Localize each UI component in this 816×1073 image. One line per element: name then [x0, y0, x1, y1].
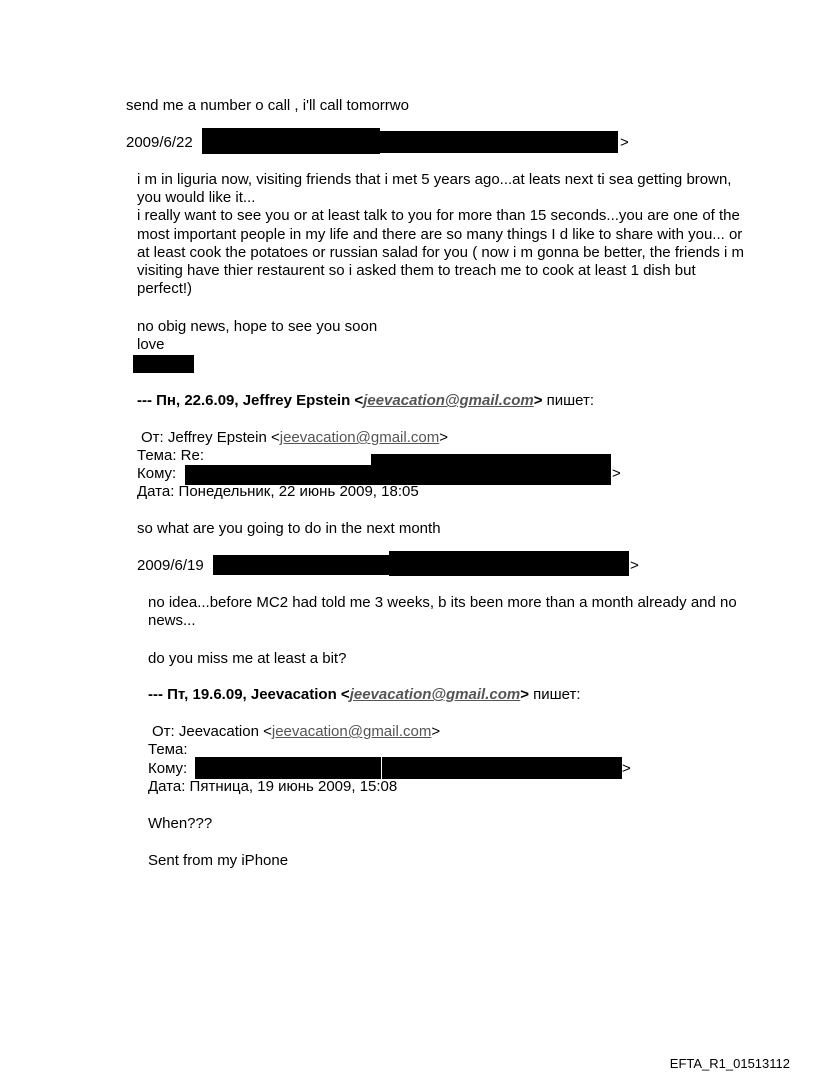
quote-header-suffix: пишет:: [528, 686, 581, 703]
angle-bracket: >: [630, 557, 639, 574]
quote-body: When???: [148, 815, 213, 832]
paragraph: i m in liguria now, visiting friends that i met 5 years ago...at leats next ti sea getting brown, you would like it...: [137, 171, 732, 207]
redaction-box: [371, 454, 611, 485]
sender-email-link[interactable]: jeevacation@gmail.com: [363, 392, 534, 409]
from-line: [152, 723, 440, 741]
from-label: От: Jeevacation <: [152, 723, 272, 740]
redaction-box: [185, 465, 373, 485]
subject-line: Тема: Re:: [137, 447, 204, 464]
redaction-box: [202, 128, 380, 154]
to-line: [148, 760, 187, 778]
quote-header-bracket: >: [533, 392, 543, 409]
quote-body: so what are you going to do in the next month: [137, 520, 441, 537]
from-end: >: [431, 723, 441, 740]
closing-love: love: [137, 336, 165, 353]
quote-header-prefix: --- Пт, 19.6.09, Jeevacation <: [148, 686, 350, 703]
redaction-box: [133, 355, 194, 373]
quote-header: [137, 392, 594, 410]
message-body: [137, 171, 747, 298]
quote-header-prefix: --- Пн, 22.6.09, Jeffrey Epstein <: [137, 392, 364, 409]
quote-header: [148, 686, 581, 704]
reply-line: send me a number o call , i'll call tomorrwo: [126, 97, 409, 114]
sender-email-link[interactable]: jeevacation@gmail.com: [349, 686, 521, 703]
redaction-box: [382, 757, 622, 779]
paragraph: i really want to see you or at least talk to you for more than 15 seconds...you are one of the most important people in my life and there are so many things I d like to share with you... or at least cook the potatoes or russian salad for you ( now i m gonna be better, the friends i m visiting have thier restaurent so i asked them to treach me to cook at least 1 dish but perfect!): [137, 207, 745, 298]
message-date: 2009/6/19: [137, 557, 204, 574]
from-email-link[interactable]: jeevacation@gmail.com: [279, 429, 440, 446]
message-body: no idea...before MC2 had told me 3 weeks, b its been more than a month already and no news...: [148, 594, 737, 630]
subject-line: Тема:: [148, 741, 188, 758]
signature-line: Sent from my iPhone: [148, 852, 289, 869]
from-label: От: Jeffrey Epstein <: [141, 429, 280, 446]
to-label: Кому:: [148, 760, 188, 777]
angle-bracket: >: [622, 760, 631, 777]
date-line: Дата: Понедельник, 22 июнь 2009, 18:05: [137, 483, 419, 500]
document-id: EFTA_R1_01513112: [669, 1056, 790, 1071]
from-email-link[interactable]: jeevacation@gmail.com: [271, 723, 432, 740]
redaction-box: [389, 551, 629, 576]
quote-header-suffix: пишет:: [542, 392, 595, 409]
message-question: do you miss me at least a bit?: [148, 650, 347, 667]
angle-bracket: >: [612, 465, 621, 482]
date-line: Дата: Пятница, 19 июнь 2009, 15:08: [148, 778, 398, 795]
quote-header-bracket: >: [520, 686, 529, 703]
angle-bracket: >: [620, 134, 629, 151]
closing-line: no obig news, hope to see you soon: [137, 318, 378, 335]
to-label: Кому:: [137, 465, 177, 482]
from-end: >: [439, 429, 448, 446]
redaction-box: [213, 555, 391, 575]
from-line: [141, 429, 448, 447]
redaction-box: [378, 131, 618, 153]
redaction-box: [195, 757, 381, 779]
message-date: 2009/6/22: [126, 134, 193, 151]
to-line: [137, 465, 176, 483]
